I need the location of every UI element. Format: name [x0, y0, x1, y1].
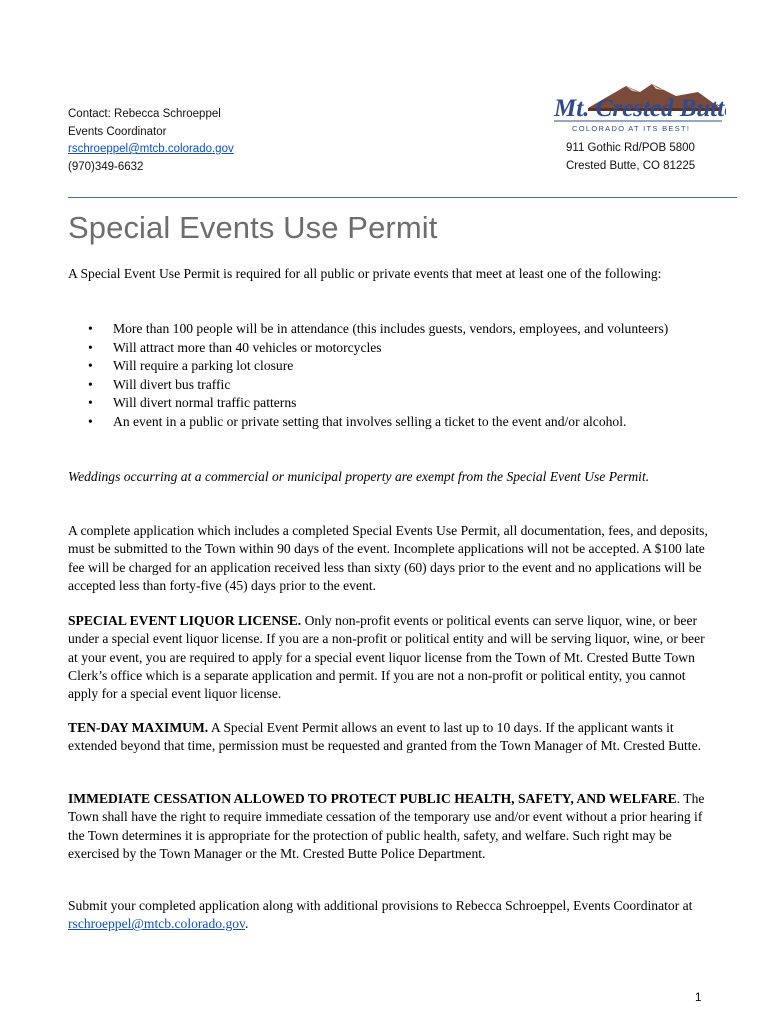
liquor-license-paragraph [68, 612, 708, 703]
requirements-list [68, 320, 708, 432]
liquor-license-text: Only non-profit events or political events can serve liquor, wine, or beer under a special event liquor license. If you are a non-profit or political entity and will be serving liquor, wine, or beer at your event, you are required to apply for a special event liquor license from the Town of Mt. Crested Butte Town Clerk’s office which is a separate application and permit. If you are not a non-profit or political entity, you cannot apply for a special event liquor license. [68, 613, 705, 702]
submit-email-link[interactable]: rschroeppel@mtcb.colorado.gov [68, 916, 245, 932]
cessation-text: . The Town shall have the right to require immediate cessation of the temporary use and/or event without a prior hearing if the Town determines it is appropriate for the protection of public health, safety, and welfare. Such right may be exercised by the Town Manager or the Mt. Crested Butte Police Department. [68, 791, 705, 861]
cessation-heading: IMMEDIATE CESSATION ALLOWED TO PROTECT PUBLIC HEALTH, SAFETY, AND WELFARE [68, 791, 677, 806]
bullet-icon: • [88, 339, 93, 355]
bullet-icon: • [88, 358, 93, 374]
liquor-license-heading: SPECIAL EVENT LIQUOR LICENSE. [68, 613, 302, 628]
contact-phone: (970)349-6632 [68, 160, 144, 173]
list-item: • Will divert normal traffic patterns [68, 394, 708, 413]
header-divider [68, 197, 737, 198]
bullet-icon: • [88, 395, 93, 411]
mt-crested-butte-logo [548, 78, 726, 136]
list-item: • More than 100 people will be in attendance (this includes guests, vendors, employees, and volunteers) [68, 320, 708, 339]
complete-application-paragraph: A complete application which includes a completed Special Events Use Permit, all documentation, fees, and deposits, must be submitted to the Town within 90 days of the event. Incomplete applications will not be accepted. A $100 late fee will be charged for an application received less than sixty (60) days prior to the event and no applications will be accepted less than forty-five (45) days prior to the event. [68, 523, 708, 593]
contact-email-link[interactable]: rschroeppel@mtcb.colorado.gov [68, 143, 234, 155]
bullet-icon: • [88, 321, 93, 336]
logo-graphic [548, 78, 726, 136]
submit-text: Submit your completed application along with additional provisions to Rebecca Schroeppel, Events Coordinator at [68, 898, 693, 913]
ten-day-maximum-paragraph [68, 719, 708, 756]
contact-name: Contact: Rebecca Schroeppel [68, 108, 221, 120]
page-number: 1 [695, 992, 702, 1004]
list-item: • An event in a public or private setting that involves selling a ticket to the event and/or alcohol. [68, 413, 708, 432]
address-line-2: Crested Butte, CO 81225 [566, 159, 696, 172]
list-item: • Will attract more than 40 vehicles or motorcycles [68, 339, 708, 358]
list-item: • Will divert bus traffic [68, 376, 708, 395]
submit-instructions-paragraph: Submit your completed application along with additional provisions to Rebecca Schroeppel, Events Coordinator at rschroeppel@mtcb.colorado.gov. [68, 898, 693, 932]
contact-role: Events Coordinator [68, 125, 167, 138]
logo-text: Mt. Crested Butte [554, 95, 726, 122]
intro-paragraph: A Special Event Use Permit is required for all public or private events that meet at least one of the following: [68, 266, 662, 281]
ten-day-heading: TEN-DAY MAXIMUM. [68, 720, 209, 735]
address-line-1: 911 Gothic Rd/POB 5800 [566, 142, 695, 154]
immediate-cessation-paragraph [68, 790, 708, 863]
page-title: Special Events Use Permit [68, 210, 438, 245]
list-item: • Will require a parking lot closure [68, 357, 708, 376]
contact-block [68, 106, 234, 176]
logo-tagline: COLORADO AT ITS BEST! [572, 124, 691, 133]
ten-day-text: A Special Event Permit allows an event to last up to 10 days. If the applicant wants it extended beyond that time, permission must be requested and granted from the Town Manager of Mt. Crested Butte. [68, 720, 702, 754]
weddings-exemption-note: Weddings occurring at a commercial or municipal property are exempt from the Special Event Use Permit. [68, 469, 650, 484]
address-block [566, 140, 695, 175]
bullet-icon: • [88, 376, 93, 392]
bullet-icon: • [88, 413, 93, 429]
